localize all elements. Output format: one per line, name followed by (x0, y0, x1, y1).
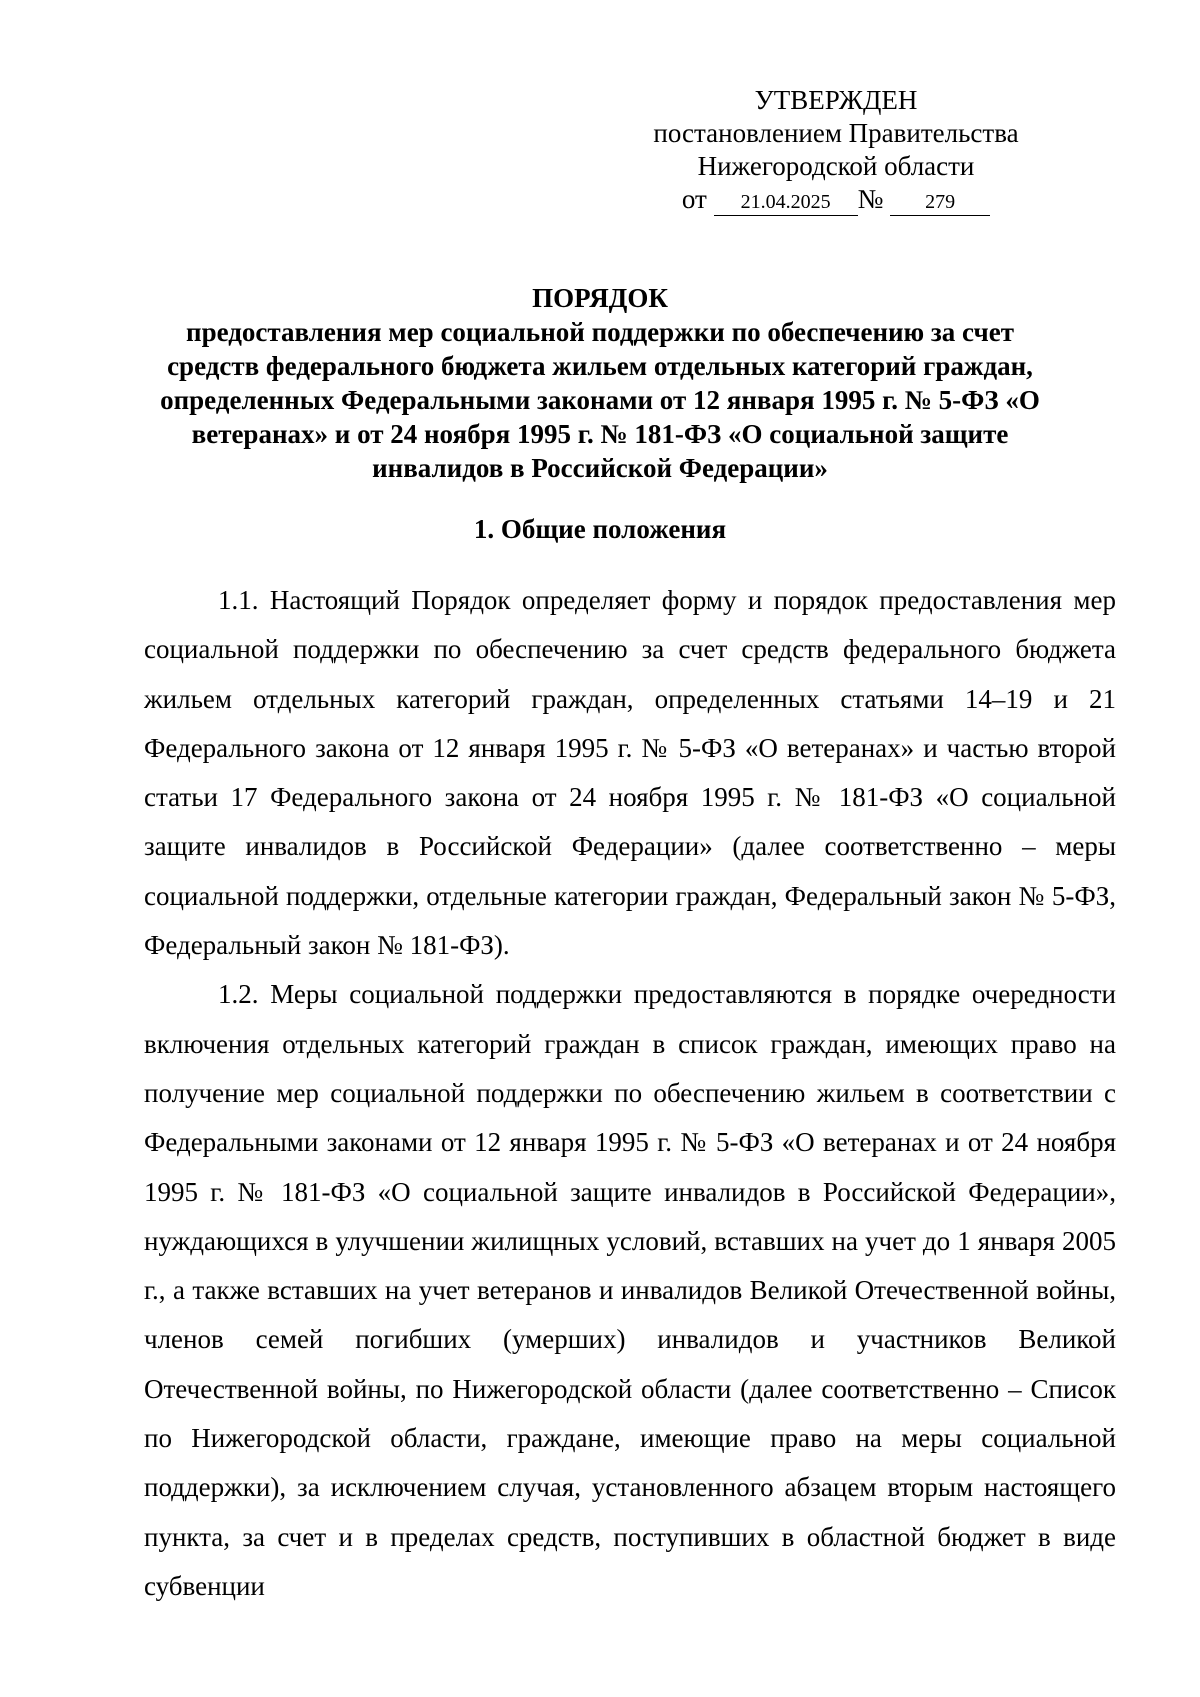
title-heading: ПОРЯДОК (532, 283, 668, 313)
approval-date-line (620, 183, 1052, 216)
approved-label: УТВЕРЖДЕН (754, 85, 918, 115)
approved-by-line2: Нижегородской области (697, 151, 975, 181)
paragraph-1-2: 1.2. Меры социальной поддержки предоставляются в порядке очередности включения отдельных категорий граждан в список граждан, имеющих право на получение мер социальной поддержки по обеспечению жильем в соответствии с Федеральными законами от 12 января 1995 г. № 5-ФЗ «О ветеранах и от 24 ноября 1995 г. № 181-ФЗ «О социальной защите инвалидов в Российской Федерации», нуждающихся в улучшении жилищных условий, вставших на учет до 1 января 2005 г., а также вставших на учет ветеранов и инвалидов Великой Отечественной войны, членов семей погибших (умерших) инвалидов и участников Великой Отечественной войны, по Нижегородской области (далее соответственно – Список по Нижегородской области, граждане, имеющие право на меры социальной поддержки), за исключением случая, установленного абзацем вторым настоящего пункта, за счет и в пределах средств, поступивших в областной бюджет в виде субвенции (144, 979, 1116, 1601)
title-subtitle: предоставления мер социальной поддержки по обеспечению за счет средств федерального бюджета жильем отдельных категорий граждан, определенных Федеральными законами от 12 января 1995 г. № 5-ФЗ «О ветеранах» и от 24 ноября 1995 г. № 181-ФЗ «О социальной защите инвалидов в Российской Федерации» (160, 317, 1040, 483)
approval-stamp (620, 84, 1052, 216)
document-title (140, 281, 1060, 485)
approval-date: 21.04.2025 (714, 189, 858, 216)
approved-by-line1: постановлением Правительства (653, 118, 1019, 148)
paragraph-1-1: 1.1. Настоящий Порядок определяет форму и порядок предоставления мер социальной поддержки по обеспечению за счет средств федерального бюджета жильем отдельных категорий граждан, определенных статьями 14–19 и 21 Федерального закона от 12 января 1995 г. № 5-ФЗ «О ветеранах» и частью второй статьи 17 Федерального закона от 24 ноября 1995 г. № 181-ФЗ «О социальной защите инвалидов в Российской Федерации» (далее соответственно – меры социальной поддержки, отдельные категории граждан, Федеральный закон № 5-ФЗ, Федеральный закон № 181-ФЗ). (144, 585, 1116, 961)
section-heading: 1. Общие положения (473, 514, 727, 544)
from-label: от (681, 184, 707, 214)
approval-number: 279 (890, 189, 990, 216)
number-label: № (857, 184, 884, 214)
body-text (144, 576, 1116, 1611)
